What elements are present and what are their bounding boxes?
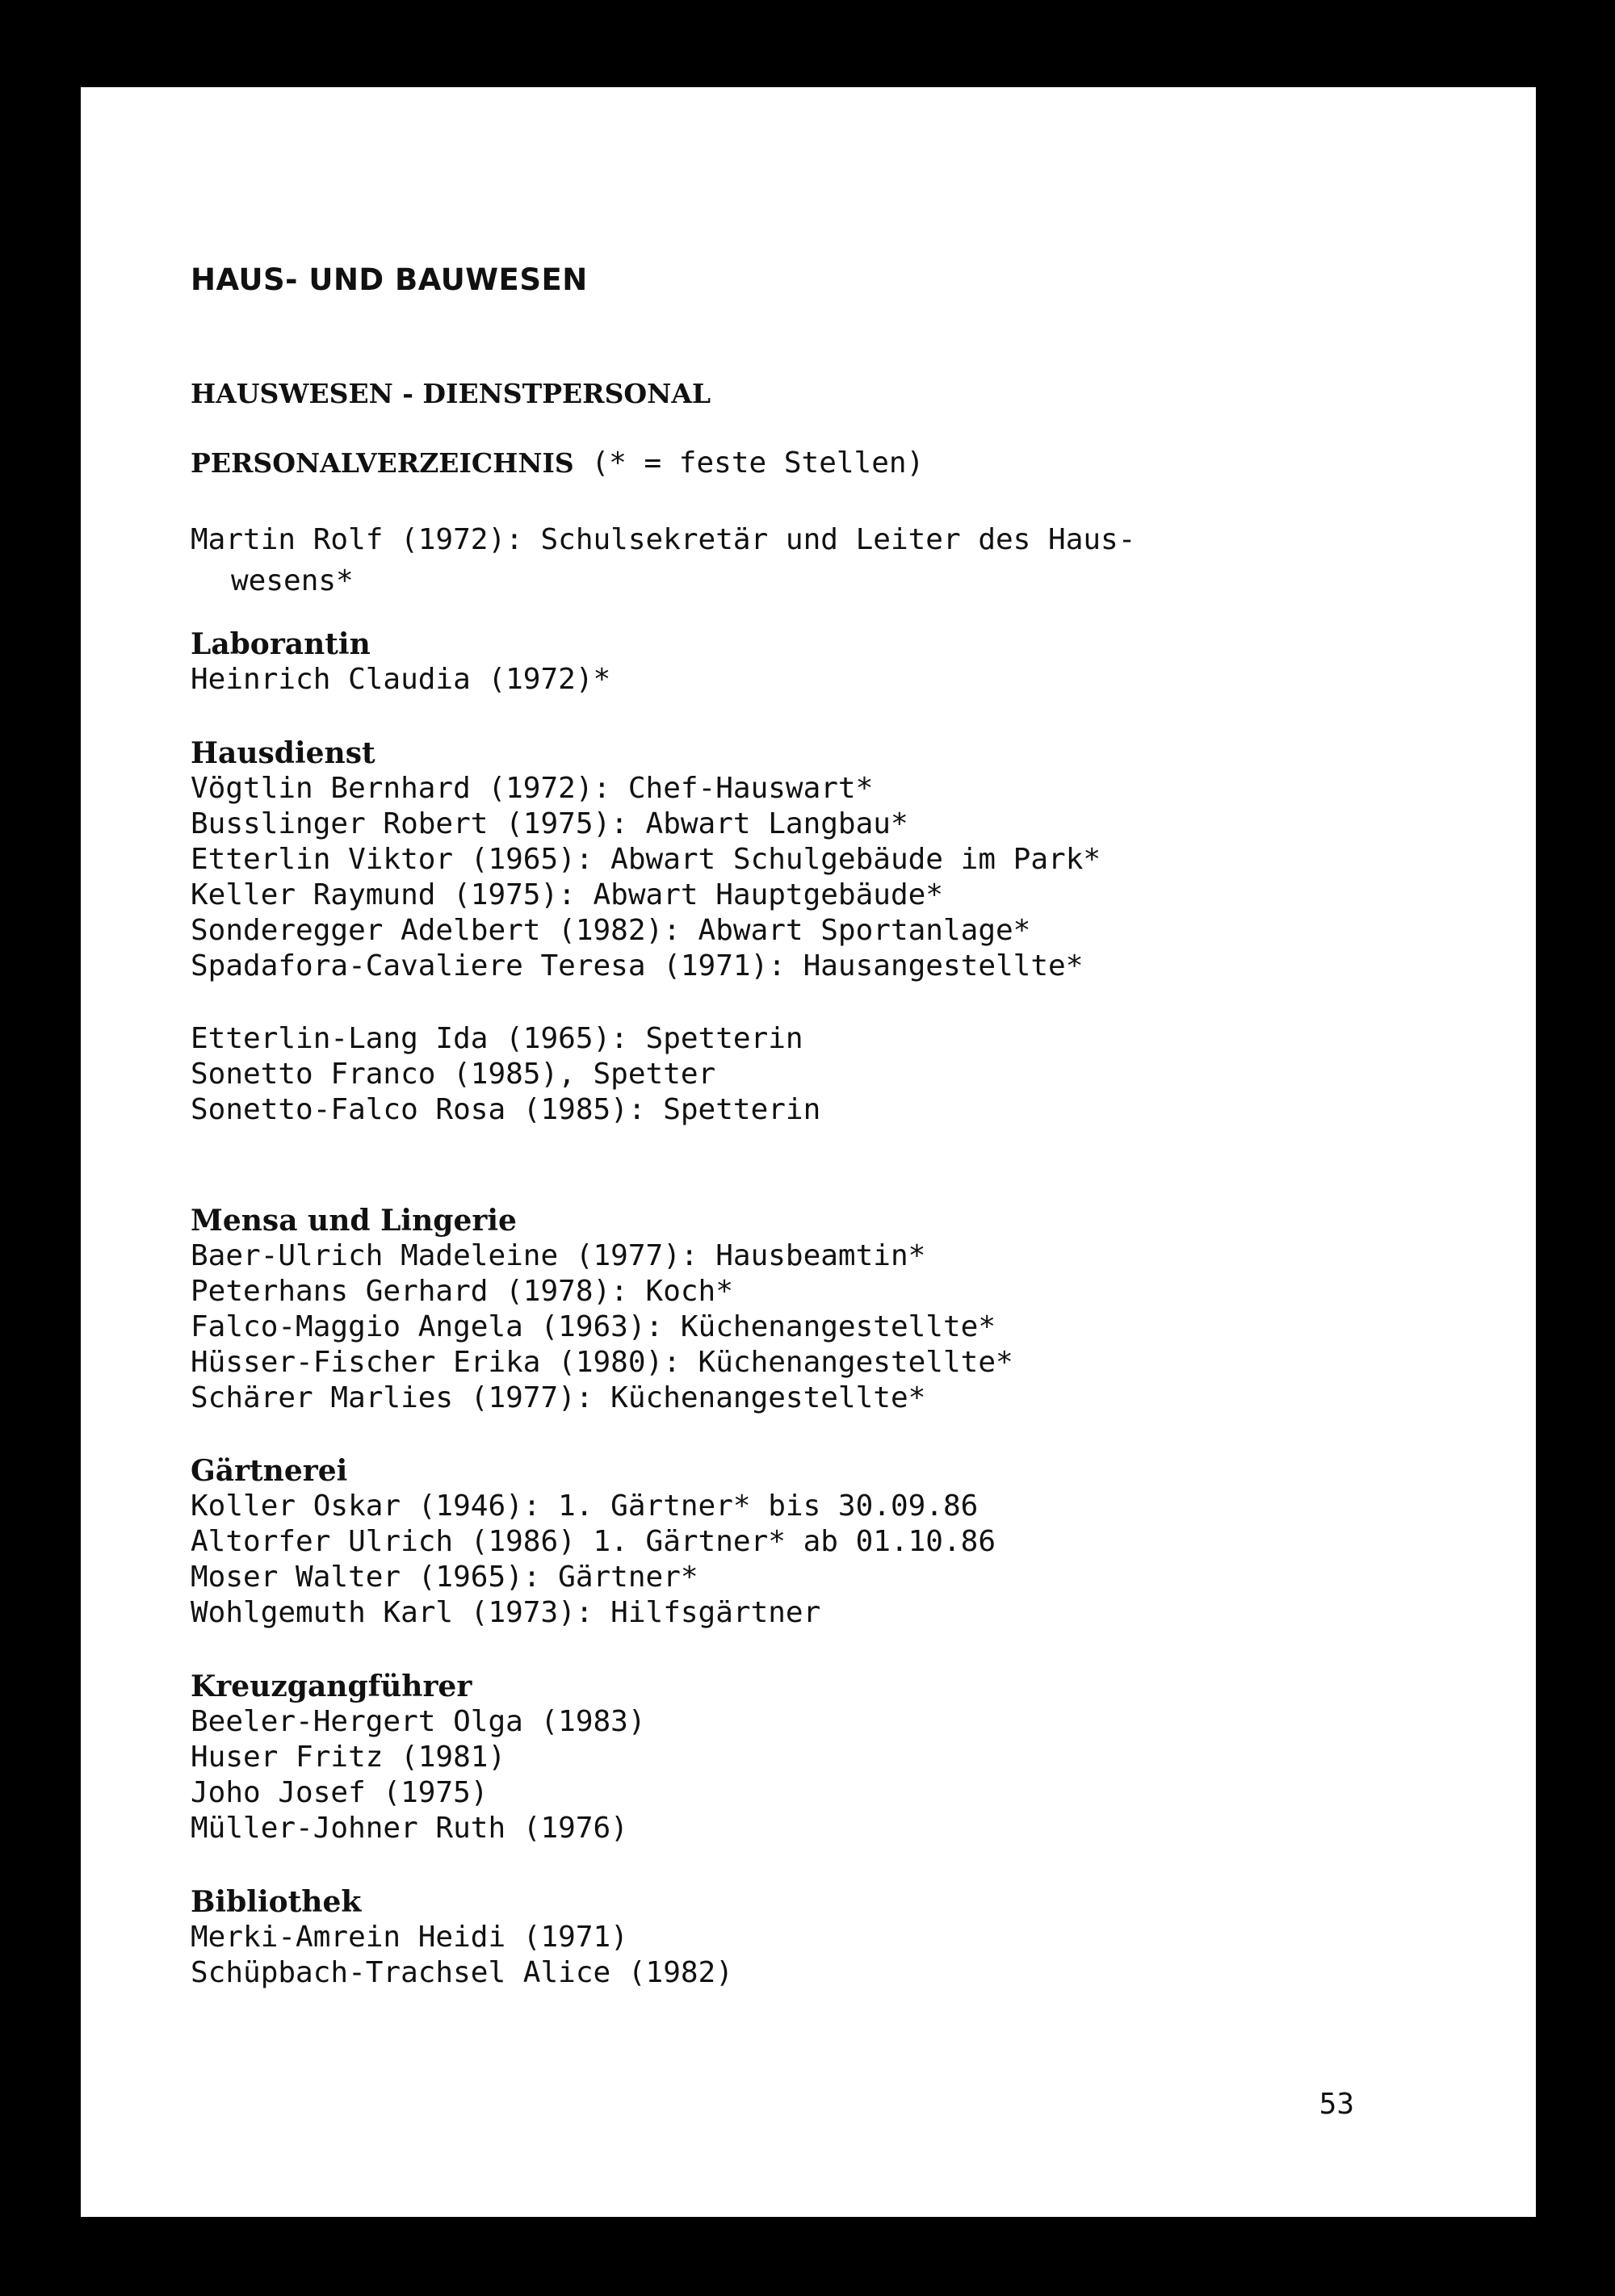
- document-page: [81, 87, 1536, 2217]
- intro-entry: [191, 519, 1135, 601]
- group-title: Bibliothek: [191, 1885, 362, 1919]
- entry-list: [191, 771, 1101, 984]
- list-item: Baer-Ulrich Madeleine (1977): Hausbeamtin*: [191, 1239, 926, 1272]
- list-item: Beeler-Hergert Olga (1983): [191, 1705, 646, 1738]
- page-number: 53: [1319, 2088, 1354, 2121]
- list-item: Peterhans Gerhard (1978): Koch*: [191, 1275, 733, 1308]
- group-title: Kreuzgangführer: [191, 1670, 472, 1703]
- list-item: Schärer Marlies (1977): Küchenangestellte*: [191, 1381, 926, 1414]
- group-title: Gärtnerei: [191, 1454, 348, 1488]
- group-kreuzgangfuehrer: [191, 1669, 646, 1846]
- group-spetter: [191, 1021, 820, 1128]
- group-bibliothek: [191, 1884, 733, 1991]
- list-item: Sonetto-Falco Rosa (1985): Spetterin: [191, 1093, 821, 1126]
- document-title: HAUS- UND BAUWESEN: [191, 262, 588, 297]
- list-item: Busslinger Robert (1975): Abwart Langbau*: [191, 807, 908, 840]
- list-item: Schüpbach-Trachsel Alice (1982): [191, 1956, 733, 1989]
- group-title: Laborantin: [191, 627, 371, 661]
- group-mensa-lingerie: [191, 1203, 1013, 1416]
- list-item: Koller Oskar (1946): 1. Gärtner* bis 30.09.86: [191, 1489, 979, 1523]
- entry-list: [191, 662, 610, 698]
- group-title: Hausdienst: [191, 736, 375, 770]
- list-item: Hüsser-Fischer Erika (1980): Küchenangestellte*: [191, 1346, 1013, 1379]
- group-hausdienst: [191, 735, 1101, 984]
- group-gaertnerei: [191, 1453, 996, 1631]
- list-item: Etterlin-Lang Ida (1965): Spetterin: [191, 1022, 803, 1055]
- list-item: Merki-Amrein Heidi (1971): [191, 1921, 628, 1954]
- list-item: Sonetto Franco (1985), Spetter: [191, 1058, 716, 1091]
- list-item: Altorfer Ulrich (1986) 1. Gärtner* ab 01.10.86: [191, 1525, 996, 1558]
- list-item: Spadafora-Cavaliere Teresa (1971): Hausangestellte*: [191, 949, 1084, 983]
- list-item: Heinrich Claudia (1972)*: [191, 663, 611, 696]
- intro-line-1: Martin Rolf (1972): Schulsekretär und Leiter des Haus-: [191, 523, 1136, 556]
- intro-line-2: wesens*: [231, 564, 354, 597]
- entry-list: [191, 1238, 1013, 1416]
- entry-list: [191, 1489, 996, 1631]
- entry-list: [191, 1704, 646, 1846]
- group-title: Mensa und Lingerie: [191, 1204, 517, 1238]
- group-laborantin: [191, 626, 610, 698]
- directory-heading-label: PERSONALVERZEICHNIS: [191, 447, 574, 479]
- list-item: Moser Walter (1965): Gärtner*: [191, 1561, 698, 1594]
- list-item: Wohlgemuth Karl (1973): Hilfsgärtner: [191, 1596, 821, 1629]
- list-item: Keller Raymund (1975): Abwart Hauptgebäude*: [191, 878, 943, 911]
- list-item: Etterlin Viktor (1965): Abwart Schulgebäude im Park*: [191, 843, 1101, 876]
- list-item: Huser Fritz (1981): [191, 1741, 506, 1774]
- list-item: Müller-Johner Ruth (1976): [191, 1812, 628, 1845]
- directory-heading: [191, 446, 924, 480]
- list-item: Vögtlin Bernhard (1972): Chef-Hauswart*: [191, 772, 874, 805]
- entry-list: [191, 1920, 733, 1991]
- list-item: Joho Josef (1975): [191, 1776, 489, 1809]
- list-item: Falco-Maggio Angela (1963): Küchenangestellte*: [191, 1310, 996, 1343]
- section-subtitle: HAUSWESEN - DIENSTPERSONAL: [191, 378, 711, 409]
- directory-note: (* = feste Stellen): [573, 446, 925, 480]
- list-item: Sonderegger Adelbert (1982): Abwart Sportanlage*: [191, 914, 1031, 947]
- entry-list: [191, 1021, 820, 1128]
